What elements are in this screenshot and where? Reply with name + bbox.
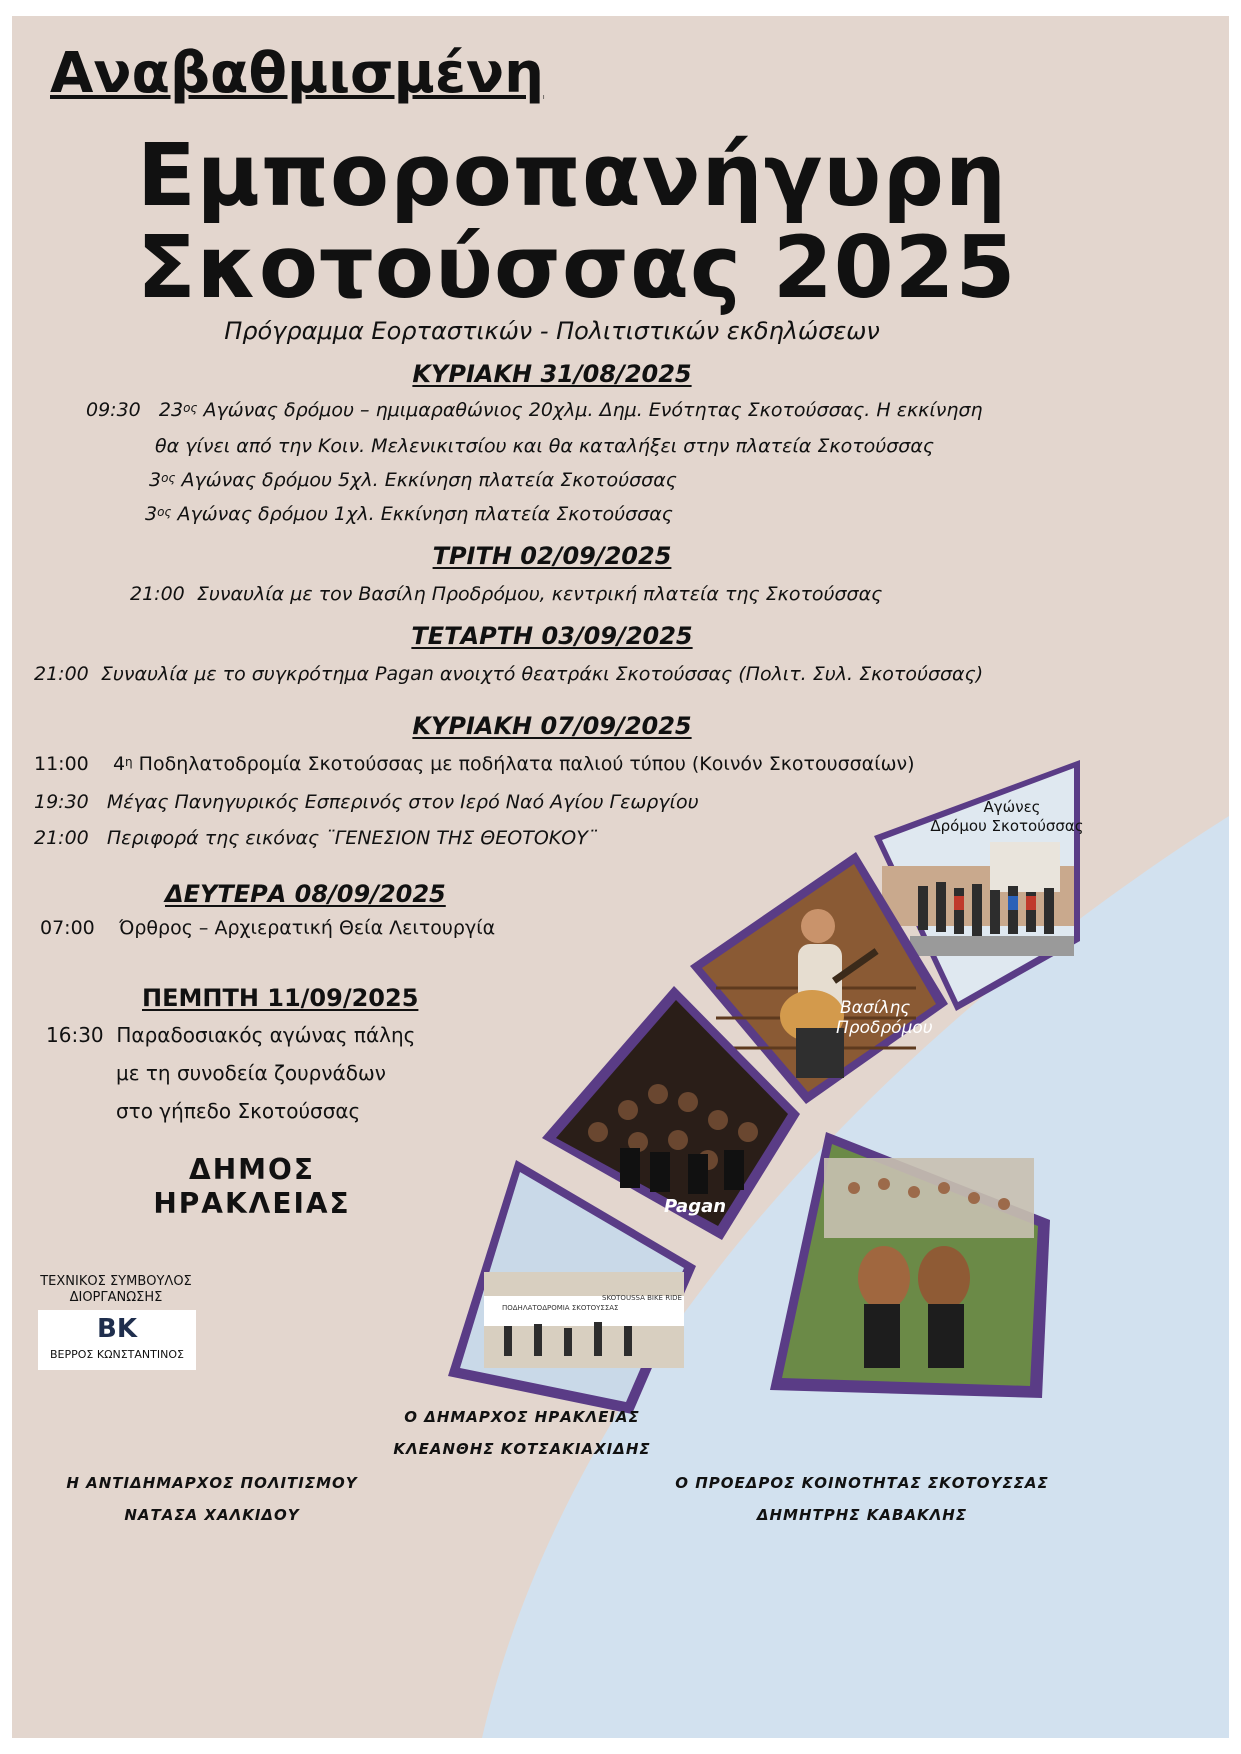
subtitle: Πρόγραμμα Εορταστικών - Πολιτιστικών εκδηλώσεων (224, 317, 880, 345)
time-label: 07:00 (40, 917, 95, 939)
advisor-logo (38, 1310, 196, 1370)
singer-caption-line1: Βασίλης (840, 998, 911, 1018)
poster (12, 16, 1229, 1738)
event-text: Αγώνας δρόμου – ημιμαραθώνιος 20χλμ. Δημ. Ενότητας Σκοτούσσας. Η εκκίνηση (197, 399, 983, 421)
time-label: 09:30 (86, 399, 141, 421)
ordinal: 4 (112, 753, 126, 775)
bike-banner-text: ΠΟΔΗΛΑΤΟΔΡΟΜΙΑ ΣΚΟΤΟΥΣΣΑΣ (502, 1304, 619, 1312)
day1-line3 (149, 466, 677, 494)
day5-line1 (40, 914, 495, 942)
municipality-line1: ΔΗΜΟΣ (189, 1153, 315, 1186)
bike-ride-photo (444, 1156, 706, 1418)
ordinal: 3 (145, 503, 158, 525)
event-text: στο γήπεδο Σκοτούσσας (116, 1099, 361, 1123)
event-text: Αγώνας δρόμου 1χλ. Εκκίνηση πλατεία Σκοτούσσας (171, 503, 673, 525)
wrestling-photo (764, 1128, 1056, 1404)
time-label: 11:00 (34, 753, 89, 775)
day-heading-6: ΠΕΜΠΤΗ 11/09/2025 (142, 984, 419, 1012)
day-heading-1: ΚΥΡΙΑΚΗ 31/08/2025 (412, 360, 692, 388)
ordinal: 3 (149, 469, 162, 491)
logo-name: ΒΕΡΡΟΣ ΚΩΝΣΤΑΝΤΙΝΟΣ (50, 1348, 184, 1361)
ordinal-suffix: ος (183, 401, 198, 415)
day4-line3 (34, 824, 597, 852)
band-caption: Pagan (664, 1196, 727, 1217)
time-label: 21:00 (34, 827, 89, 849)
ordinal: 23 (158, 399, 184, 421)
time-label: 19:30 (34, 791, 89, 813)
event-text: με τη συνοδεία ζουρνάδων (116, 1061, 386, 1085)
event-text: Όρθρος – Αρχιερατική Θεία Λειτουργία (118, 917, 496, 939)
municipality-line2: ΗΡΑΚΛΕΙΑΣ (153, 1187, 351, 1220)
mayor-name: ΚΛΕΑΝΘΗΣ ΚΟΤΣΑΚΙΑΧΙΔΗΣ (393, 1440, 651, 1458)
day-heading-5: ΔΕΥΤΕΡΑ 08/09/2025 (165, 880, 446, 908)
day1-line1 (86, 396, 983, 424)
runners-caption-line1: Αγώνες (983, 798, 1041, 816)
day4-line1 (34, 750, 915, 778)
advisor-label-line1: ΤΕΧΝΙΚΟΣ ΣΥΜΒΟΥΛΟΣ (40, 1274, 192, 1289)
mayor-title: Ο ΔΗΜΑΡΧΟΣ ΗΡΑΚΛΕΙΑΣ (404, 1408, 640, 1426)
day-heading-3: ΤΕΤΑΡΤΗ 03/09/2025 (411, 622, 693, 650)
event-text: Συναυλία με τον Βασίλη Προδρόμου, κεντρική πλατεία της Σκοτούσσας (196, 583, 883, 605)
day2-line1 (130, 580, 882, 608)
day4-line2 (34, 788, 699, 816)
time-label: 16:30 (46, 1023, 104, 1047)
event-text: Παραδοσιακός αγώνας πάλης (116, 1023, 416, 1047)
ordinal-suffix: ος (157, 505, 172, 519)
runners-caption-line2: Δρόμου Σκοτούσσας (930, 817, 1084, 835)
deputy-title: Η ΑΝΤΙΔΗΜΑΡΧΟΣ ΠΟΛΙΤΙΣΜΟΥ (66, 1474, 358, 1492)
deputy-name: ΝΑΤΑΣΑ ΧΑΛΚΙΔΟΥ (124, 1506, 300, 1524)
president-title: Ο ΠΡΟΕΔΡΟΣ ΚΟΙΝΟΤΗΤΑΣ ΣΚΟΤΟΥΣΣΑΣ (675, 1474, 1049, 1492)
day1-line4 (145, 500, 673, 528)
day6-line1 (46, 1020, 415, 1050)
event-text: θα γίνει από την Κοιν. Μελενικιτσίου και θα καταλήξει στην πλατεία Σκοτούσσας (155, 435, 935, 457)
day1-line2 (155, 432, 934, 460)
singer-caption-line2: Προδρόμου (836, 1018, 933, 1038)
time-label: 21:00 (34, 663, 89, 685)
day6-line2 (116, 1058, 386, 1088)
event-text: Μέγας Πανηγυρικός Εσπερινός στον Ιερό Ναό Αγίου Γεωργίου (106, 791, 699, 813)
event-text: Αγώνας δρόμου 5χλ. Εκκίνηση πλατεία Σκοτούσσας (175, 469, 677, 491)
day6-line3 (116, 1096, 360, 1126)
day3-line1 (34, 660, 983, 688)
title-line1: Εμποροπανήγυρη (137, 126, 1008, 226)
event-text: Ποδηλατοδρομία Σκοτούσσας με ποδήλατα παλιού τύπου (Κοινόν Σκοτουσσαίων) (132, 753, 915, 775)
bike-banner-text-2: SKOTOUSSA BIKE RIDE (602, 1294, 682, 1302)
president-name: ΔΗΜΗΤΡΗΣ ΚΑΒΑΚΛΗΣ (756, 1506, 968, 1524)
time-label: 21:00 (130, 583, 185, 605)
upgraded-label: Αναβαθμισμένη (50, 41, 545, 106)
event-text: Περιφορά της εικόνας ¨ΓΕΝΕΣΙΟΝ ΤΗΣ ΘΕΟΤΟΚΟΥ¨ (106, 827, 598, 849)
day-heading-2: ΤΡΙΤΗ 02/09/2025 (432, 542, 672, 570)
day-heading-4: ΚΥΡΙΑΚΗ 07/09/2025 (412, 712, 692, 740)
title-line2: Σκοτούσσας 2025 (137, 218, 1017, 318)
logo-letters: BK (97, 1314, 137, 1344)
event-text: Συναυλία με το συγκρότημα Pagan ανοιχτό θεατράκι Σκοτούσσας (Πολιτ. Συλ. Σκοτούσσας) (100, 663, 984, 685)
advisor-label-line2: ΔΙΟΡΓΑΝΩΣΗΣ (69, 1290, 163, 1305)
ordinal-suffix: η (125, 755, 133, 769)
ordinal-suffix: ος (161, 471, 176, 485)
